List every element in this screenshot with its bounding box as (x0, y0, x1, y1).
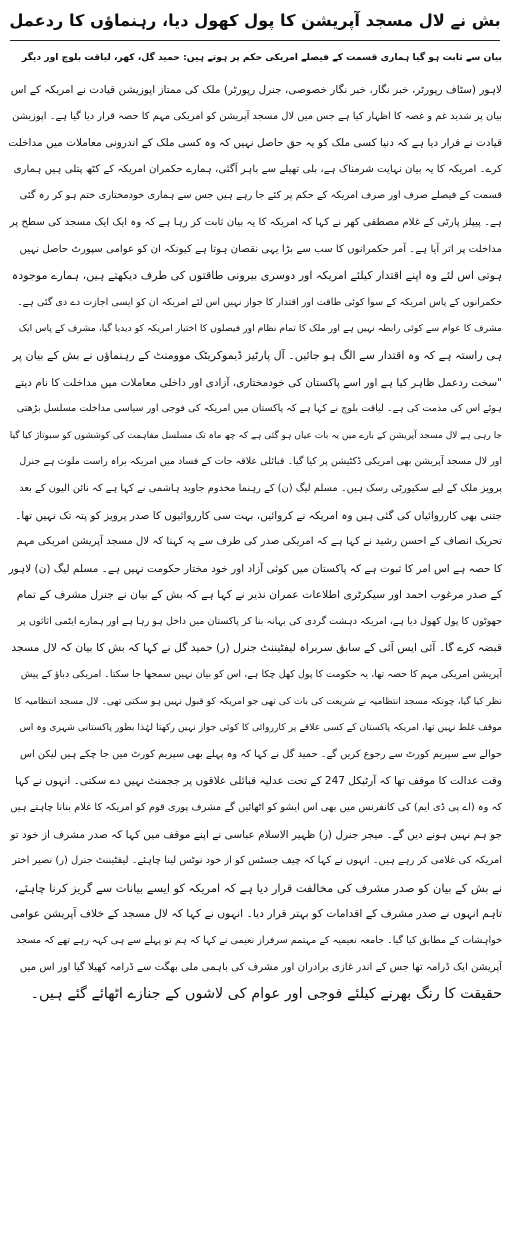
article-line: خواہشات کے مطابق کیا گیا۔ جامعہ نعیمیہ کے مہتمم سرفراز نعیمی نے کہا کہ ہم تو پہلے سے ہی کہہ رہے تھے کہ مسجد (16, 935, 502, 946)
article-line: تاہم انہوں نے صدر مشرف کے اقدامات کو بہتر قرار دیا۔ انہوں نے کہا کہ لال مسجد کے خلاف آپریشن عوامی (10, 907, 502, 921)
article-line: بیان پر شدید غم و غصہ کا اظہار کیا ہے جس میں لال مسجد آپریشن کو امریکی مہم کا حصہ قرار دیا گیا ہے۔ اپوزیشن (12, 110, 502, 122)
article-line: کے صدر مرغوب احمد اور سیکرٹری اطلاعات عمران نذیر نے کہا ہے کہ بش کے بیان نے جنرل مشرف کے تمام (16, 588, 502, 602)
article-line: مداخلت پر اتر آیا ہے۔ آمر حکمرانوں کا سب سے بڑا یہی نقصان ہوتا ہے کیونکہ ان کو عوامی سپورٹ حاصل نہیں (19, 243, 502, 255)
article-line: اور لال مسجد آپریشن بھی امریکی ڈکٹیشن پر کیا گیا۔ قبائلی علاقہ جات کے فساد میں امریکہ براہ راست ملوث ہے جنرل (19, 456, 502, 468)
article-line: مشرف کا عوام سے کوئی رابطہ نہیں ہے اور ملک کا تمام نظام اور فیصلوں کا اختیار امریکہ کو دیدیا گیا، مشرف کے پاس ایک (18, 323, 502, 335)
article-line: حوالے سے سپریم کورٹ سے رجوع کریں گے۔ حمید گل نے کہا کہ وہ پہلے بھی سپریم کورٹ میں جا چکے ہیں لیکن اس (19, 748, 502, 760)
article-line: لاہور (سٹاف رپورٹر، خبر نگار، خبر نگار خصوصی، جنرل رپورٹر) ملک کی ممتاز اپوزیشن قیادت نے امریکہ کے اس (10, 84, 502, 96)
article-line: جو ہم نہیں ہونے دیں گے۔ میجر جنرل (ر) ظہیر الاسلام عباسی نے اپنے موقف میں کہا کہ صدر مشرف از خود تو (10, 828, 502, 841)
article-line: نظر کیا گیا، چونکہ مسجد انتظامیہ نے شریعت کی بات کی تھی جو امریکہ کو قبول نہیں ہو سکتی تھی۔ لال مسجد انتظامیہ کا (14, 695, 502, 707)
headline: بش نے لال مسجد آپریشن کا پول کھول دیا، رہنماؤں کا ردعمل (9, 11, 501, 30)
article-line: ہوئے اس کی مذمت کی ہے۔ لیاقت بلوچ نے کہا ہے کہ پاکستان میں امریکہ کی فوجی اور سیاسی مداخلت مسلسل بڑھتی (16, 403, 502, 415)
article-line: کہ وہ (اے پی ڈی ایم) کی کانفرنس میں بھی اس ایشو کو اٹھائیں گے مشرف پوری قوم کو امریکہ کا غلام بنانا چاہتے ہیں (10, 802, 502, 814)
article-line: وقت عدالت کا موقف تھا کہ آرٹیکل 247 کے تحت عدلیہ قبائلی علاقوں پر ججمنٹ نہیں دے سکتی۔ انہوں نے کہا (15, 775, 502, 788)
article-line: حکمرانوں کے پاس امریکہ کے سوا کوئی طاقت اور اقتدار کا جواز نہیں اس لئے امریکہ ان کو ایسی اجازت دے دی گئی ہے۔ (17, 296, 502, 308)
article-line: حقیقت کا رنگ بھرنے کیلئے فوجی اور عوام کی لاشوں کے جنازے اٹھائے گئے ہیں۔ (30, 986, 502, 1003)
article-line: آپریشن امریکی مہم کا حصہ تھا، یہ حکومت کا پول کھل چکا ہے، اس کو بیان نہیں سمجھا جا سکتا۔ امریکی دباؤ کے پیش (20, 669, 502, 681)
article-line: قسمت کے فیصلے صرف اور صرف امریکہ کے حکم پر کئے جا رہے ہیں جس سے ہماری خودمختاری ختم ہو کر رہ گئی (19, 190, 502, 202)
article-line: ہی راستہ ہے کہ وہ اقتدار سے الگ ہو جائیں۔ آل پارٹیز ڈیموکریٹک موومنٹ کے رہنماؤں نے بش کے بیان پر (12, 348, 502, 362)
article-line: جھوٹوں کا پول کھول دیا ہے، امریکہ دہشت گردی کی بہانہ بنا کر پاکستان میں داخل ہو رہا ہے اور ہمارے ایٹمی اثاثوں پر (17, 615, 502, 627)
article-line: تحریک انصاف کے احسن رشید نے کہا ہے کہ امریکی صدر کی طرف سے یہ کہنا کہ لال مسجد آپریشن امریکی مہم (16, 536, 502, 548)
article-body (8, 77, 502, 1008)
article-line: ہے۔ پیپلز پارٹی کے غلام مصطفی کھر نے کہا کہ امریکہ کا یہ بیان ثابت کر رہا ہے کہ وہ ایک ایک مسجد کی سطح پر (9, 216, 502, 228)
article-line: کرے۔ امریکہ کا یہ بیان نہایت شرمناک ہے، بلی تھیلے سے باہر آگئی، ہمارے حکمران امریکہ کے کٹھ پتلی ہیں ہماری (13, 163, 502, 175)
article-line: "سخت ردعمل ظاہر کیا ہے اور اسے پاکستان کی خودمختاری، آزادی اور داخلی معاملات میں مداخلت کا نام دیتے (15, 376, 502, 389)
article-line: جا رہی ہے لال مسجد آپریشن کے بارے میں یہ بات عیاں ہو گئی ہے کہ چھ ماہ تک مسلسل مفاہمت کی کوششوں کو سبوتاژ کیا گیا (9, 430, 502, 441)
article-line: قبضہ کرے گا۔ آئی ایس آئی کے سابق سربراہ لیفٹیننٹ جنرل (ر) حمید گل نے کہا کہ بش کا بیان کہ لال مسجد (11, 641, 502, 655)
article-line: کا حصہ ہے اس امر کا ثبوت ہے کہ پاکستان میں کوئی آزاد اور خود مختار حکومت نہیں ہے۔ مسلم لیگ (ن) لاہور (8, 562, 502, 575)
article-line: آپریشن ایک ڈرامہ تھا جس کے اندر غازی برادران اور مشرف کی باہمی ملی بھگت سے ڈرامہ کھیلا گیا اور اس میں (19, 961, 502, 973)
article-line: جتنی بھی کارروائیاں کی گئی ہیں وہ امریکہ نے کروائیں، بہت سی کارروائیوں کا صدر پرویز کو پتہ تک نہیں تھا۔ (15, 509, 502, 522)
article-line: پرویز ملک کے لیے سکیورٹی رسک ہیں۔ مسلم لیگ (ن) کے رہنما مخدوم جاوید ہاشمی نے کہا ہے کہ نائن الیون کے بعد (19, 482, 502, 494)
article-line: ہوتی اس لئے وہ اپنے اقتدار کیلئے امریکہ اور دوسری بیرونی طاقتوں کی طرف دیکھتے ہیں، ہمارے موجودہ (11, 269, 502, 283)
subheadline-line: بیان سے ثابت ہو گیا ہماری قسمت کے فیصلے امریکی حکم پر ہوتے ہیں: حمید گل، کھر، لیاقت بلوچ اور دیگر (21, 52, 502, 63)
article-line: امریکہ کی غلامی کر رہے ہیں۔ انہوں نے کہا کہ چیف جسٹس کو از خود نوٹس لینا چاہئے۔ لیفٹیننٹ جنرل (ر) نصیر اختر (12, 855, 502, 867)
article-line: موقف غلط نہیں تھا، امریکہ پاکستان کے کسی علاقے پر کارروائی کا کوئی جواز نہیں رکھتا لہٰذا بطور پاکستانی شہری وہ اس (19, 722, 502, 734)
article-line: قیادت نے قرار دیا ہے کہ دنیا کسی ملک کو یہ حق حاصل نہیں کہ وہ کسی ملک کے اندرونی معاملات میں مداخلت (8, 137, 502, 150)
subheadline (8, 45, 502, 71)
article-line: نے بش کے بیان کو صدر مشرف کی مخالفت قرار دیا ہے کہ امریکہ کو ایسے بیانات سے گریز کرنا چاہئے، (14, 880, 502, 895)
headline-divider (10, 40, 500, 41)
